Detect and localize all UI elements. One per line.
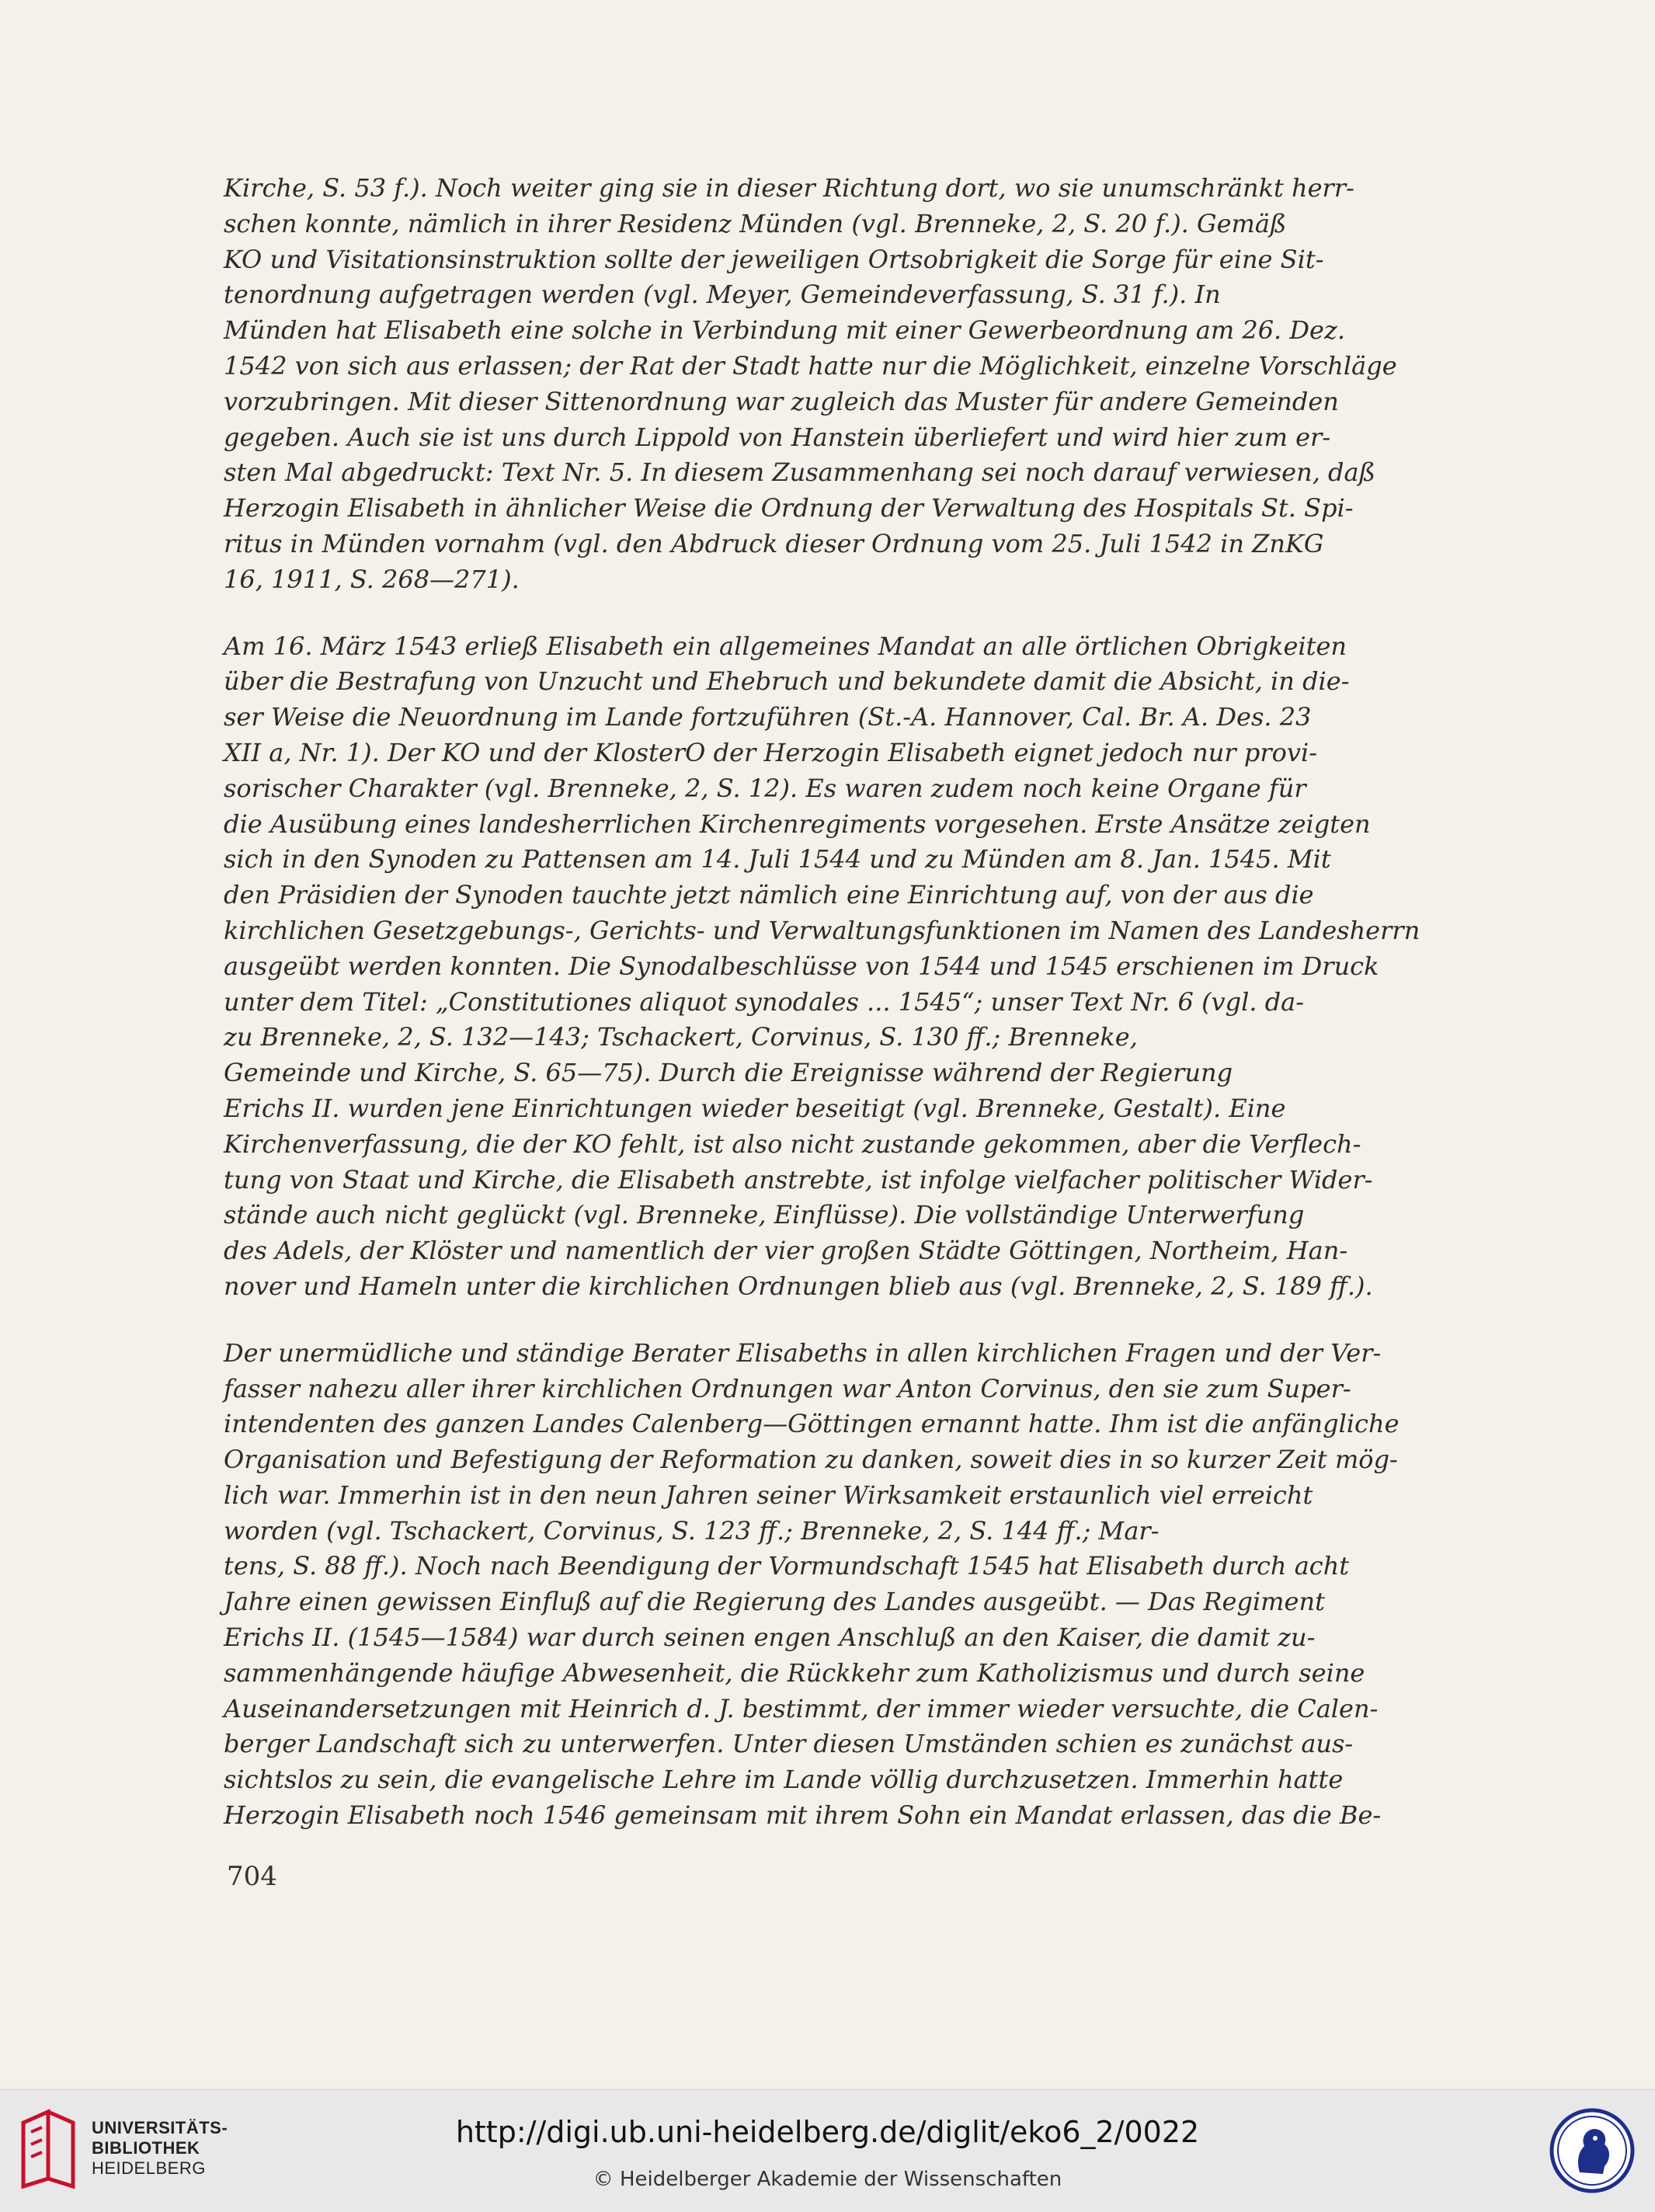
- page-number: 704: [227, 1861, 277, 1892]
- paragraph-3: Der unermüdliche und ständige Berater Elisabeths in allen kirchlichen Fragen und der Ver- fasser nahezu aller ihrer kirchlichen Ordnungen war Anton Corvinus, den sie zum Super- intendenten des ganzen Landes Calenberg—Göttingen ernannt hatte. Ihm ist die anfängliche Organisation und Befestigung der Reformation zu danken, soweit dies in so kurzer Zeit mög- lich war. Immerhin ist in den neun Jahren seiner Wirksamkeit erstaunlich viel erreicht worden (vgl. Tschackert, Corvinus, S. 123 ff.; Brenneke, 2, S. 144 ff.; Mar- tens, S. 88 ff.). Noch nach Beendigung der Vormundschaft 1545 hat Elisabeth durch acht Jahre einen gewissen Einfluß auf die Regierung des Landes ausgeübt. — Das Regiment Erichs II. (1545—1584) war durch seinen engen Anschluß an den Kaiser, die damit zu- sammenhängende häufige Abwesenheit, die Rückkehr zum Katholizismus und durch seine Auseinandersetzungen mit Heinrich d. J. bestimmt, der immer wieder versuchte, die Calen- berger Landschaft sich zu unterwerfen. Unter diesen Umständen schien es zunächst aus- sichtslos zu sein, die evangelische Lehre im Lande völlig durchzusetzen. Immerhin hatte Herzogin Elisabeth noch 1546 gemeinsam mit ihrem Sohn ein Mandat erlassen, das die Be-: [224, 1337, 1399, 1831]
- paragraph-2: Am 16. März 1543 erließ Elisabeth ein allgemeines Mandat an alle örtlichen Obrigkeiten über die Bestrafung von Unzucht und Ehebruch und bekundete damit die Absicht, in die- ser Weise die Neuordnung im Lande fortzuführen (St.-A. Hannover, Cal. Br. A. Des. 23 XII a, Nr. 1). Der KO und der KlosterO der Herzogin Elisabeth eignet jedoch nur provi- sorischer Charakter (vgl. Brenneke, 2, S. 12). Es waren zudem noch keine Organe für die Ausübung eines landesherrlichen Kirchenregiments vorgesehen. Erste Ansätze zeigten sich in den Synoden zu Pattensen am 14. Juli 1544 und zu Münden am 8. Jan. 1545. Mit den Präsidien der Synoden tauchte jetzt nämlich eine Einrichtung auf, von der aus die kirchlichen Gesetzgebungs-, Gerichts- und Verwaltungsfunktionen im Namen des Landesherrn ausgeübt werden konnten. Die Synodalbeschlüsse von 1544 und 1545 erschienen im Druck unter dem Titel: „Constitutiones aliquot synodales ... 1545“; unser Text Nr. 6 (vgl. da- zu Brenneke, 2, S. 132—143; Tschackert, Corvinus, S. 130 ff.; Brenneke, Gemeinde und Kirche, S. 65—75). Durch die Ereignisse während der Regierung Erichs II. wurden jene Einrichtungen wieder beseitigt (vgl. Brenneke, Gestalt). Eine Kirchenverfassung, die der KO fehlt, ist also nicht zustande gekommen, aber die Verflech- tung von Staat und Kirche, die Elisabeth anstrebte, ist infolge vielfacher politischer Wider- stände auch nicht geglückt (vgl. Brenneke, Einflüsse). Die vollständige Unterwerfung des Adels, der Klöster und namentlich der vier großen Städte Göttingen, Northeim, Han- nover und Hameln unter die kirchlichen Ordnungen blieb aus (vgl. Brenneke, 2, S. 189 ff.).: [224, 631, 1420, 1301]
- body-text: [224, 171, 1497, 1834]
- logo-line-1: UNIVERSITÄTS-: [92, 2118, 228, 2137]
- academy-seal-icon[interactable]: [1549, 2107, 1636, 2194]
- logo-line-3: HEIDELBERG: [92, 2158, 206, 2178]
- paragraph-1: Kirche, S. 53 f.). Noch weiter ging sie in dieser Richtung dort, wo sie unumschränkt herr- schen konnte, nämlich in ihrer Residenz Münden (vgl. Brenneke, 2, S. 20 f.). Gemäß KO und Visitationsinstruktion sollte der jeweiligen Ortsobrigkeit die Sorge für eine Sit- tenordnung aufgetragen werden (vgl. Meyer, Gemeindeverfassung, S. 31 f.). In Münden hat Elisabeth eine solche in Verbindung mit einer Gewerbeordnung am 26. Dez. 1542 von sich aus erlassen; der Rat der Stadt hatte nur die Möglichkeit, einzelne Vorschläge vorzubringen. Mit dieser Sittenordnung war zugleich das Muster für andere Gemeinden gegeben. Auch sie ist uns durch Lippold von Hanstein überliefert und wird hier zum er- sten Mal abgedruckt: Text Nr. 5. In diesem Zusammenhang sei noch darauf verwiesen, daß Herzogin Elisabeth in ähnlicher Weise die Ordnung der Verwaltung des Hospitals St. Spi- ritus in Münden vornahm (vgl. den Abdruck dieser Ordnung vom 25. Juli 1542 in ZnKG 16, 1911, S. 268—271).: [224, 173, 1397, 594]
- logo-line-2: BIBLIOTHEK: [92, 2138, 200, 2158]
- copyright-notice: © Heidelberger Akademie der Wissenschaften: [593, 2168, 1062, 2191]
- permalink-url[interactable]: http://digi.ub.uni-heidelberg.de/diglit/eko6_2/0022: [455, 2115, 1200, 2149]
- footer-bar: [0, 2089, 1655, 2212]
